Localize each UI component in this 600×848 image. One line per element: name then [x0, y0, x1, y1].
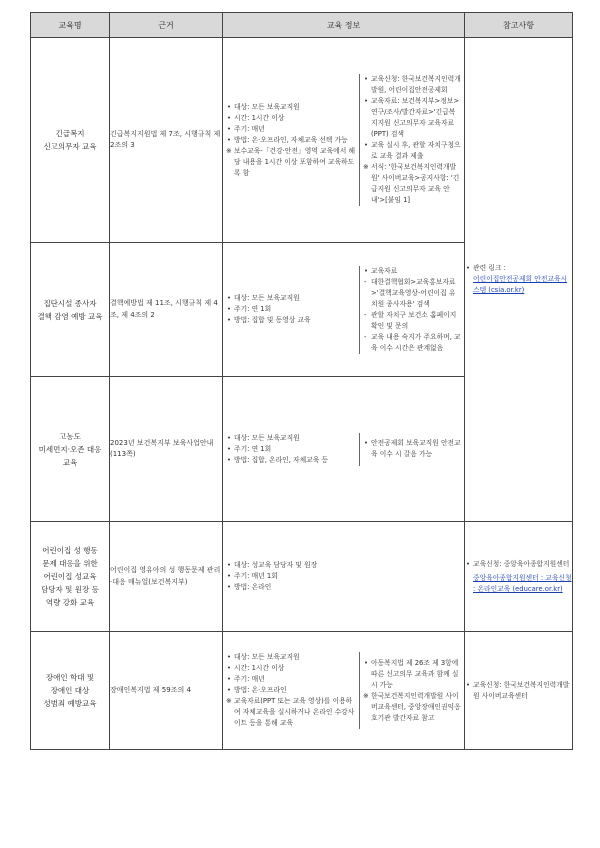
- list-item: • 대상: 모든 보육교직원: [226, 293, 311, 304]
- info-list-right: [363, 438, 461, 460]
- info-list-left: [226, 433, 328, 466]
- info-list-right: [363, 266, 461, 354]
- education-name-cell: 고농도 미세먼지·오존 대응 교육: [31, 377, 110, 522]
- list-item: • 주기: 연 1회: [226, 444, 328, 455]
- info-cell: [223, 632, 465, 750]
- list-item: • 주기: 매년: [226, 124, 356, 135]
- reference-label: • 관련 링크 :: [465, 263, 572, 274]
- education-table: [30, 12, 573, 750]
- list-item: • 아동복지법 제 26조 제 3항에 따른 신고의무 교육과 함께 실시 가능: [363, 658, 461, 691]
- info-list-right: [363, 658, 461, 724]
- list-item: - 교육 내용 숙지가 주요하며, 교육 이수 시간은 관계없음: [363, 332, 461, 354]
- header-name: 교육명: [31, 13, 110, 38]
- list-item: • 교육자료: 보건복지부>정보>연구/조사/발간자료>'긴급복지지원 신고의무자 교육자료(PPT) 검색: [363, 96, 461, 140]
- csia-link[interactable]: 어린이집안전공제회 안전교육시스템 (csia.or.kr): [473, 275, 568, 294]
- list-item: • 교육자료: [363, 266, 461, 277]
- info-list-full: [226, 560, 461, 593]
- education-name-cell: 장애인 학대 및 장애인 대상 성범죄 예방교육: [31, 632, 110, 750]
- basis-cell: 2023년 보건복지부 보육사업안내(113쪽): [110, 377, 223, 522]
- list-item: ※ 교육자료(PPT 또는 교육 영상)를 이용하여 자체교육을 실시하거나 온라인 수강사이트 등을 통해 교육: [226, 696, 356, 729]
- list-item: • 안전공제회 보육교직원 안전교육 이수 시 갈음 가능: [363, 438, 461, 460]
- list-item: ※ 보수교육-「건강·안전」영역 교육에서 해당 내용을 1시간 이상 포함하여 교육하도록 함: [226, 146, 356, 179]
- educare-link[interactable]: 중앙육아종합지원센터 : 교육신청 : 온라인교육 (educare.or.kr): [473, 573, 572, 593]
- list-item: • 방법: 집합 및 동영상 교육: [226, 315, 311, 326]
- reference-cell: [465, 632, 573, 750]
- info-list-left: [226, 102, 356, 179]
- list-item: - 관할 자치구 보건소 홈페이지 확인 및 문의: [363, 310, 461, 332]
- list-item: • 방법: 온·오프라인: [226, 685, 356, 696]
- education-name-cell: 집단시설 종사자 결핵 감염 예방 교육: [31, 243, 110, 377]
- list-item: • 주기: 매년: [226, 674, 356, 685]
- table-row: [31, 522, 573, 632]
- list-item: • 시간: 1시간 이상: [226, 113, 356, 124]
- list-item: • 주기: 매년 1회: [226, 571, 461, 582]
- table-row: [31, 38, 573, 243]
- list-item: • 방법: 집합, 온라인, 자체교육 등: [226, 455, 328, 466]
- header-info: 교육 정보: [223, 13, 465, 38]
- info-list-left: [226, 652, 356, 729]
- list-item: • 방법: 온라인: [226, 582, 461, 593]
- reference-line: • 교육신청: 한국보건복지인력개발원 사이버교육센터: [465, 680, 572, 702]
- list-item: • 교육신청: 한국보건복지인력개발원, 어린이집안전공제회: [363, 74, 461, 96]
- header-reference: 참고사항: [465, 13, 573, 38]
- list-item: • 대상: 모든 보육교직원: [226, 102, 356, 113]
- info-list-left: [226, 293, 311, 326]
- header-row: [31, 13, 573, 38]
- list-item: • 대상: 성교육 담당자 및 원장: [226, 560, 461, 571]
- list-item: • 대상: 모든 보육교직원: [226, 652, 356, 663]
- list-item: ※ 한국보건복지인력개발원 사이버교육센터, 중앙장애인권익옹호기관 발간자료 참고: [363, 691, 461, 724]
- reference-cell: [465, 38, 573, 522]
- info-cell: [223, 522, 465, 632]
- reference-cell: [465, 522, 573, 632]
- header-basis: 근거: [110, 13, 223, 38]
- education-name-cell: 긴급복지 신고의무자 교육: [31, 38, 110, 243]
- table-row: [31, 632, 573, 750]
- list-item: • 대상: 모든 보육교직원: [226, 433, 328, 444]
- info-list-right: [363, 74, 461, 206]
- basis-cell: 긴급복지지원법 제 7조, 시행규칙 제 2조의 3: [110, 38, 223, 243]
- info-cell: [223, 243, 465, 377]
- basis-cell: 어린이집 영유아의 성 행동문제 관리·대응 매뉴얼(보건복지부): [110, 522, 223, 632]
- info-cell: [223, 377, 465, 522]
- education-name-cell: 어린이집 성 행동 문제 대응을 위한 어린이집 성교육 담당자 및 원장 등 역량 강화 교육: [31, 522, 110, 632]
- list-item: • 교육 실시 후, 관할 자치구청으로 교육 결과 제출: [363, 140, 461, 162]
- info-cell: [223, 38, 465, 243]
- list-item: ※ 서식: '한국보건복지인력개발원' 사이버교육>공지사항: '긴급지원 신고의무자 교육 안내'>[붙임 1]: [363, 162, 461, 206]
- list-item: • 방법: 온·오프라인, 자체교육 선택 가능: [226, 135, 356, 146]
- basis-cell: 결핵예방법 제 11조, 시행규칙 제 4조, 제 4조의 2: [110, 243, 223, 377]
- list-item: - 대한결핵협회>교육홍보자료>'결핵교육영상-어린이집 유치원 종사자용' 검색: [363, 277, 461, 310]
- list-item: • 주기: 연 1회: [226, 304, 311, 315]
- reference-line: • 교육신청: 중앙육아종합지원센터: [465, 559, 572, 570]
- basis-cell: 장애인복지법 제 59조의 4: [110, 632, 223, 750]
- list-item: • 시간: 1시간 이상: [226, 663, 356, 674]
